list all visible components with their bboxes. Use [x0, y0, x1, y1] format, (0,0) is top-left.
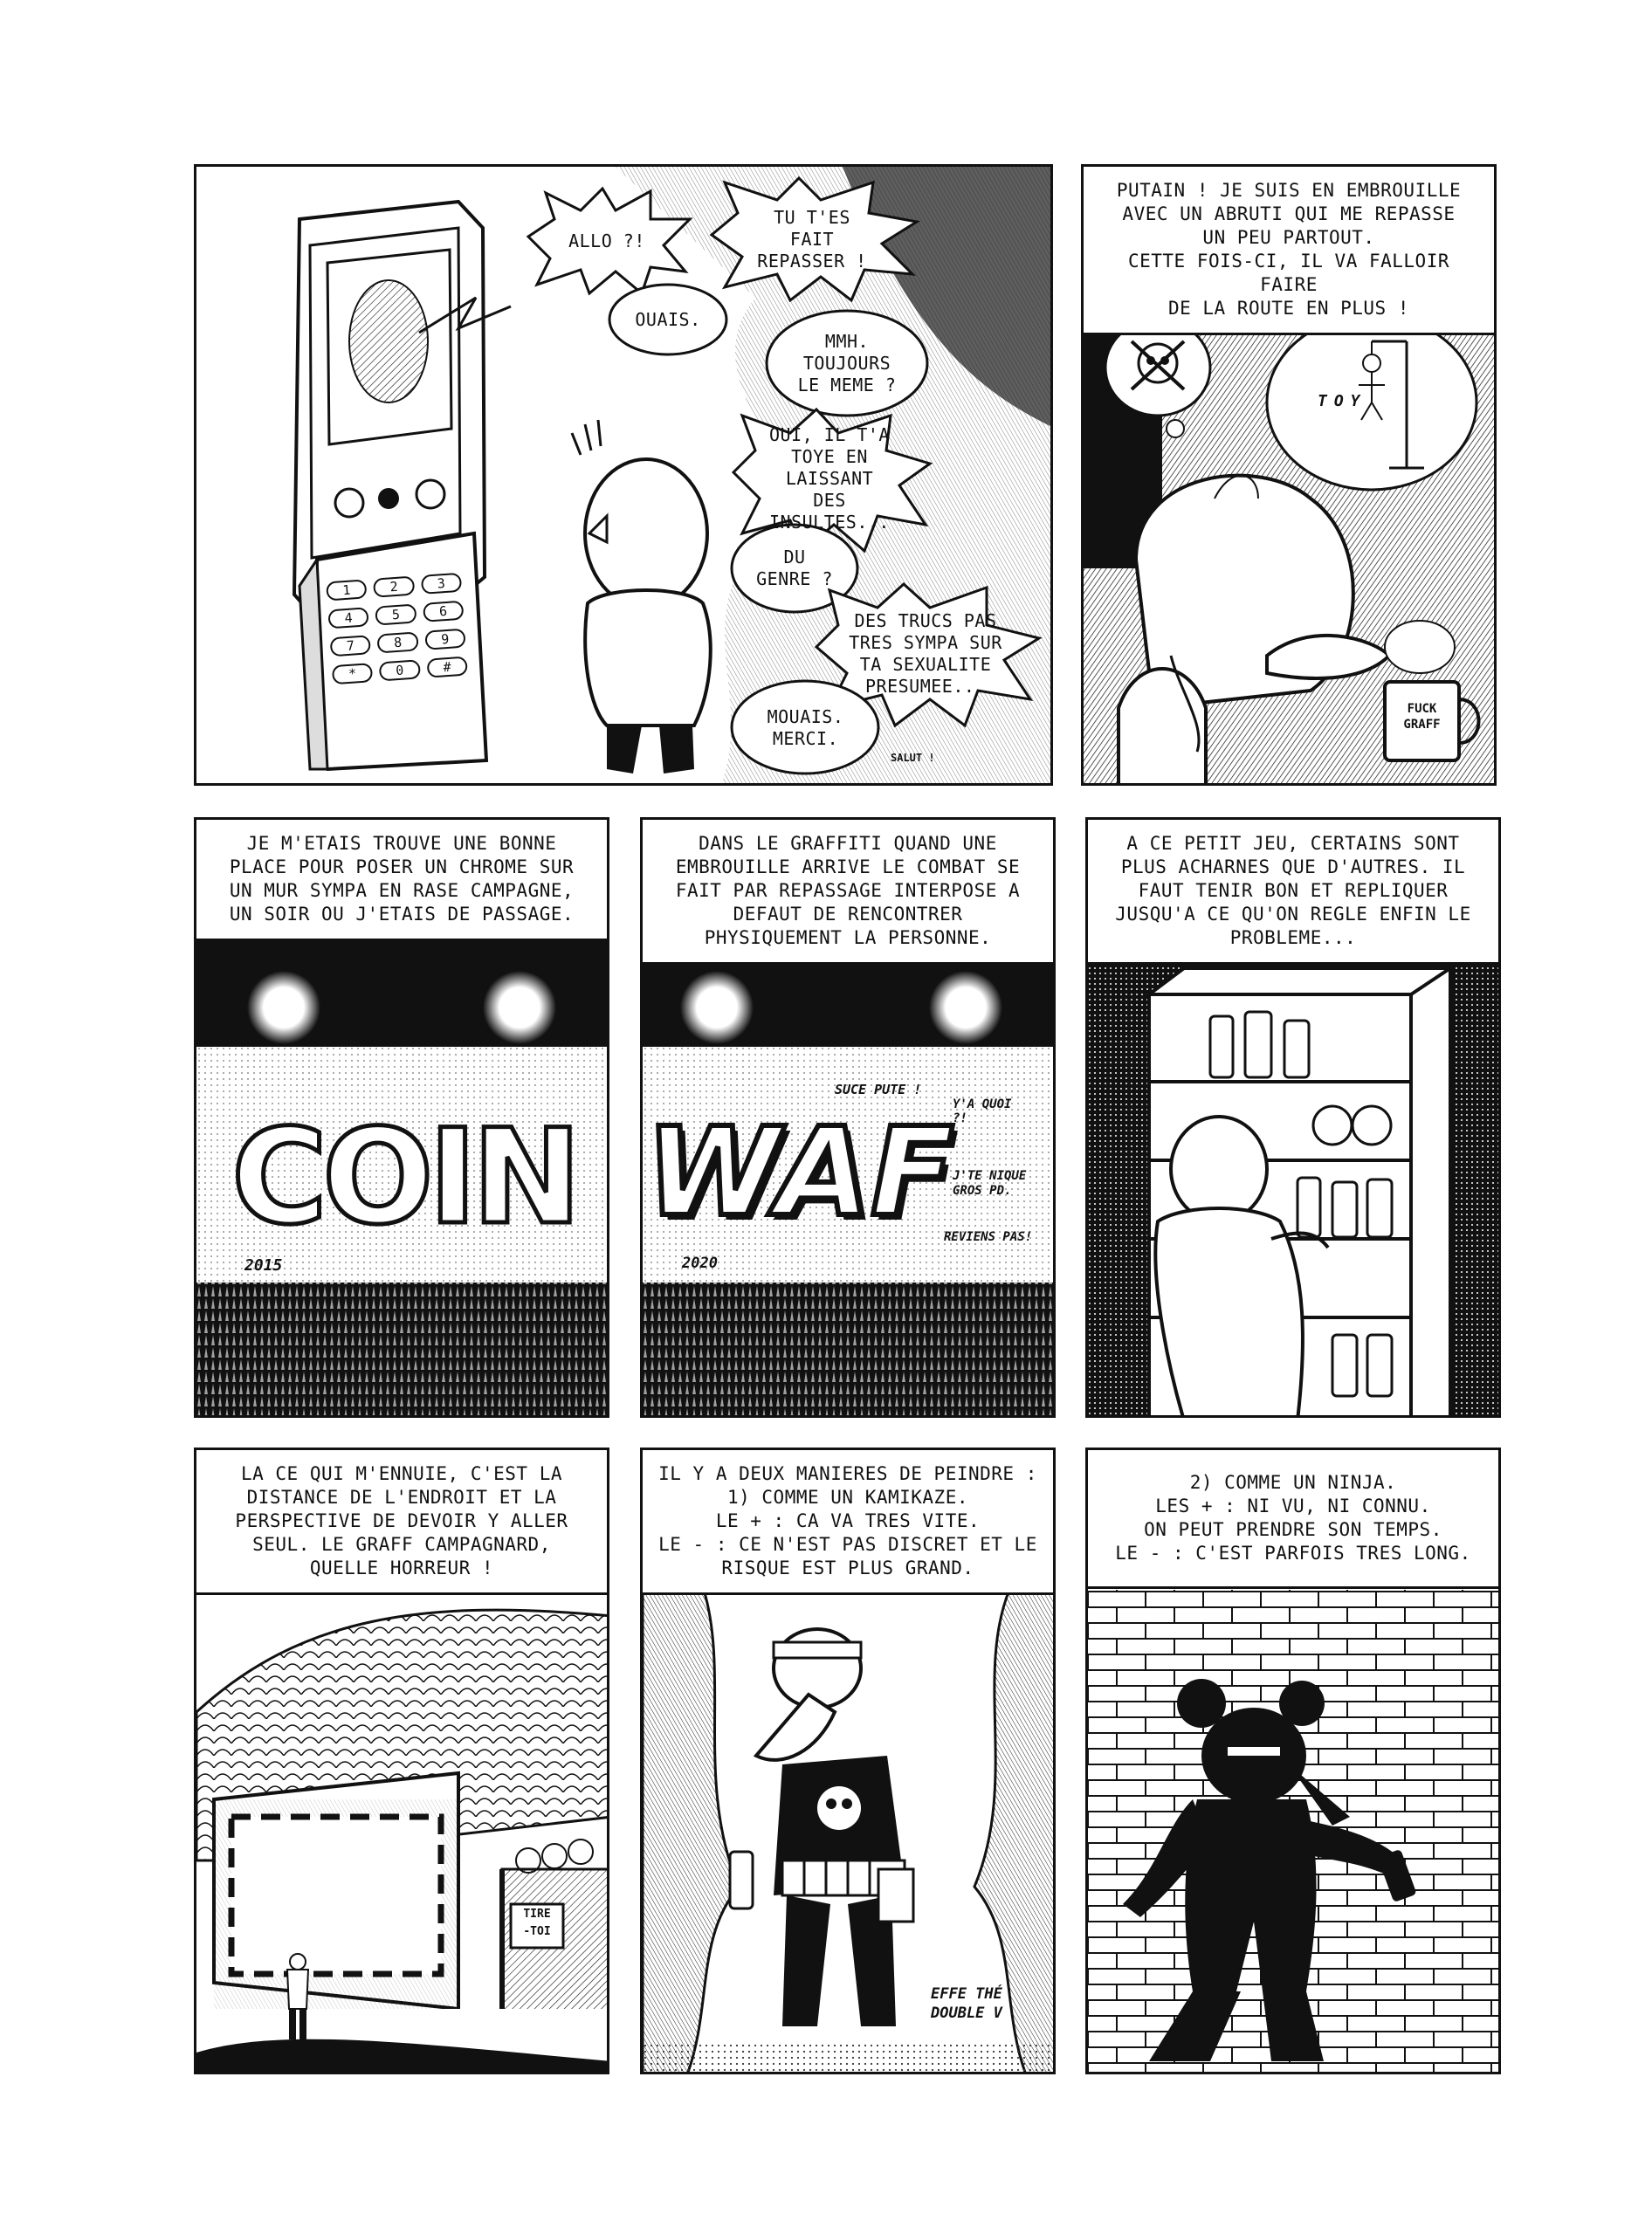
phone-key: 7: [330, 635, 372, 657]
bubble-text: MMH. TOUJOURS LE MEME ?: [797, 330, 897, 395]
speech-bubble: [607, 280, 729, 359]
caption-box: [643, 820, 1053, 965]
caption-line: AVEC UN ABRUTI QUI ME REPASSE: [1122, 203, 1456, 224]
bubble-text: MOUAIS. MERCI.: [767, 705, 844, 749]
caption-line: FAUT TENIR BON ET REPLIQUER: [1138, 880, 1449, 901]
speech-bubble-jagged: [703, 174, 921, 305]
caption-line: QUELLE HORREUR !: [309, 1558, 494, 1578]
caption-box: [196, 1450, 607, 1595]
caption-line: LE + : CA VA TRES VITE.: [715, 1510, 981, 1531]
caption-line: RISQUE EST PLUS GRAND.: [721, 1558, 974, 1578]
phone-icon: [294, 202, 486, 769]
caption-line: PERSPECTIVE DE DEVOIR Y ALLER: [235, 1510, 568, 1531]
caption-line: PHYSIQUEMENT LA PERSONNE.: [704, 927, 992, 948]
phone-key: 2: [373, 576, 415, 598]
mug-text: [1385, 701, 1459, 732]
caption-box: [1088, 1450, 1498, 1589]
caption-line: JE M'ETAIS TROUVE UNE BONNE: [246, 833, 557, 854]
caption-line: ON PEUT PRENDRE SON TEMPS.: [1144, 1519, 1442, 1540]
panel-embrouille: [1081, 164, 1497, 786]
artist-signature: [931, 1984, 1002, 2023]
bubble-text: DES TRUCS PAS TRES SYMPA SUR TA SEXUALITE PRESUMEE...: [849, 609, 1002, 697]
panel-kamikaze: [640, 1448, 1056, 2074]
phone-key: 8: [377, 631, 419, 653]
light-glow: [247, 971, 320, 1044]
light-glow: [929, 971, 1002, 1044]
graffiti-waf: WAF: [645, 1102, 954, 1244]
bubble-text: ALLO ?!: [568, 230, 645, 251]
caption-line: UN SOIR OU J'ETAIS DE PASSAGE.: [229, 904, 575, 925]
panel-countryside-hangar: [194, 1448, 609, 2074]
scrawl-text: REVIENS PAS!: [944, 1230, 1033, 1244]
mug-text-line: GRAFF: [1403, 718, 1441, 732]
phone-key: #: [426, 657, 468, 678]
scrawl-text: Y'A QUOI ?!: [953, 1097, 1012, 1125]
scrawl-text: SUCE PUTE !: [835, 1082, 922, 1097]
caption-line: UN MUR SYMPA EN RASE CAMPAGNE,: [229, 880, 575, 901]
caption-line: JUSQU'A CE QU'ON REGLE ENFIN LE: [1115, 904, 1471, 925]
light-glow: [680, 971, 754, 1044]
caption-line: PLACE POUR POSER UN CHROME SUR: [229, 856, 575, 877]
caption-box: [1088, 820, 1498, 965]
panel-paint-shelf: [1085, 817, 1501, 1418]
sign-text: [511, 1906, 563, 1941]
panel-coin-wall: [194, 817, 609, 1418]
light-glow: [483, 971, 556, 1044]
caption-line: FAIT PAR REPASSAGE INTERPOSE A: [675, 880, 1021, 901]
graffiti-coin: COIN: [231, 1102, 576, 1254]
man-on-phone-figure: [572, 420, 711, 774]
caption-line: 1) COMME UN KAMIKAZE.: [726, 1487, 968, 1508]
caption-line: PUTAIN ! JE SUIS EN EMBROUILLE: [1116, 180, 1462, 201]
caption-line: EMBROUILLE ARRIVE LE COMBAT SE: [675, 856, 1021, 877]
caption-line: LE - : C'EST PARFOIS TRES LONG.: [1115, 1543, 1471, 1564]
mural-outline: [231, 1817, 441, 1974]
caption-box: [196, 820, 607, 941]
caption-line: DISTANCE DE L'ENDROIT ET LA: [246, 1487, 557, 1508]
graffiti-year: 2015: [244, 1256, 283, 1275]
caption-line: DEFAUT DE RENCONTRER: [733, 904, 963, 925]
phone-keypad: [326, 573, 468, 685]
caption-line: UN PEU PARTOUT.: [1202, 227, 1375, 248]
caption-line: DE LA ROUTE EN PLUS !: [1167, 298, 1409, 319]
bubble-text: OUI, IL T'A TOYE EN LAISSANT DES INSULTES...: [769, 424, 890, 533]
caption-line: CETTE FOIS-CI, IL VA FALLOIR FAIRE: [1127, 251, 1449, 295]
caption-box: [643, 1450, 1053, 1595]
phone-key: 9: [424, 629, 466, 650]
sfx-salut: SALUT !: [891, 752, 935, 764]
caption-line: LA CE QUI M'ENNUIE, C'EST LA: [240, 1463, 562, 1484]
bubble-text: DU GENRE ?: [756, 547, 833, 589]
phone-key: 1: [326, 579, 368, 601]
caption-line: PROBLEME...: [1229, 927, 1357, 948]
caption-line: PLUS ACHARNES QUE D'AUTRES. IL: [1120, 856, 1466, 877]
rat-kamikaze-character: [730, 1629, 913, 2026]
hangman-thought-bubble: [1267, 315, 1476, 490]
mug-text-line: FUCK: [1407, 702, 1437, 716]
caption-line: DANS LE GRAFFITI QUAND UNE: [699, 833, 997, 854]
bubble-text: TU T'ES FAIT REPASSER !: [757, 206, 867, 272]
panel-ninja: [1085, 1448, 1501, 2074]
phone-key: 6: [423, 601, 465, 622]
caption-line: LES + : NI VU, NI CONNU.: [1155, 1496, 1431, 1516]
toy-thought-text: TOY: [1318, 392, 1367, 410]
phone-key: *: [332, 663, 374, 684]
panel-phone-call: [194, 164, 1053, 786]
graffiti-year: 2020: [682, 1255, 718, 1272]
bubble-text: OUAIS.: [635, 308, 701, 330]
caption-box: [1084, 167, 1494, 335]
phone-key: 3: [420, 573, 462, 595]
sign-text-line: -TOI: [523, 1925, 551, 1938]
scrawl-text: J'TE NIQUE GROS PD.: [953, 1169, 1027, 1198]
caption-line: IL Y A DEUX MANIERES DE PEINDRE :: [658, 1463, 1037, 1484]
phone-key: 4: [327, 607, 369, 629]
caption-line: SEUL. LE GRAFF CAMPAGNARD,: [252, 1534, 551, 1555]
caption-line: LE - : CE N'EST PAS DISCRET ET LE: [658, 1534, 1037, 1555]
phone-key: 0: [379, 659, 421, 681]
panel-waf-wall: [640, 817, 1056, 1418]
phone-key: 5: [375, 603, 417, 625]
caption-line: 2) COMME UN NINJA.: [1189, 1472, 1397, 1493]
caption-line: A CE PETIT JEU, CERTAINS SONT: [1126, 833, 1460, 854]
sign-text-line: TIRE: [523, 1908, 551, 1921]
signature-line: EFFE THÉ: [931, 1985, 1002, 2003]
signature-line: DOUBLE V: [931, 2005, 1002, 2022]
